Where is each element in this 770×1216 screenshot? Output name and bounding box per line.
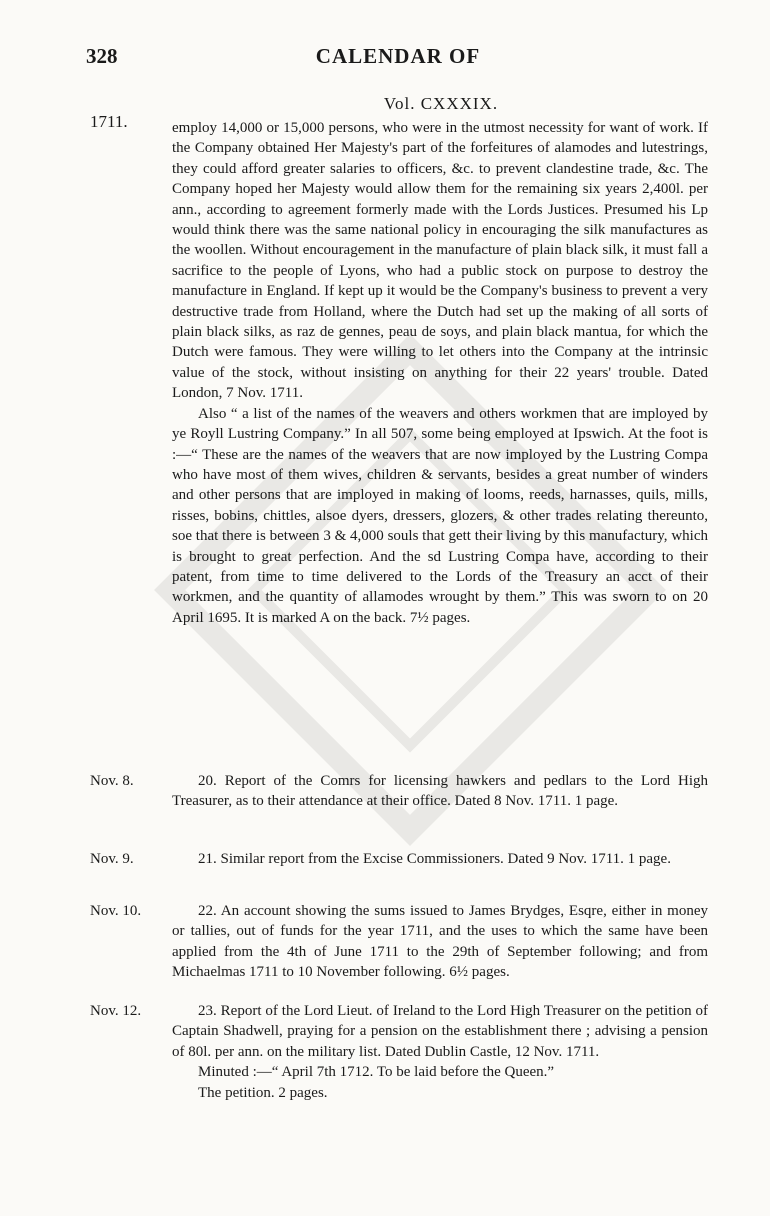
page-number: 328 — [86, 44, 118, 68]
petition-note: The petition. 2 pages. — [198, 1084, 328, 1101]
entry-text: 23. Report of the Lord Lieut. of Ireland to the Lord High Treasurer on the petition of Captain Shadwell, praying for a pension on the establishment there ; advising a pension of 80l. per ann. on the military list. Dated Dublin Castle, 12 Nov. 1711. — [172, 1003, 708, 1060]
entry-date: Nov. 9. — [90, 851, 134, 867]
running-title: CALENDAR OF — [315, 44, 481, 68]
continued-entry — [172, 118, 708, 628]
entry-date: Nov. 8. — [90, 773, 134, 789]
volume-label: Vol. CXXXIX. — [383, 94, 499, 113]
entry-date: Nov. 12. — [90, 1003, 142, 1019]
entry-text: 22. An account showing the sums issued to James Brydges, Esqre, either in money or tallies, out of funds for the year 1711, and the uses to which the same have been applied from the 4th of June 1711 to the 29th of September following; and from Michaelmas 1711 to 10 November following. 6½ pages. — [172, 903, 708, 981]
year-label: 1711. — [90, 112, 128, 131]
entry-date: Nov. 10. — [90, 903, 142, 919]
page-header — [86, 44, 710, 76]
entry-text: 21. Similar report from the Excise Commissioners. Dated 9 Nov. 1711. 1 page. — [198, 851, 671, 867]
paragraph-also: Also “ a list of the names of the weavers and others workmen that are imployed by ye Royll Lustring Company.” In all 507, some being employed at Ipswich. At the foot is :—“ These are the names of the weavers that are now imployed by the Lustring Compa who have most of them wives, children & servants, besides a great number of winders and other persons that are imployed in making of looms, reeds, harnasses, quils, mills, risses, bobins, chittles, alsoe dyers, dressers, glozers, & other trades relating thereunto, soe that there is between 3 & 4,000 souls that gett their living by this manufactury, which is brought to great perfection. And the sd Lustring Compa have, according to their patent, from time to time delivered to the Lords of the Treasury an acct of their workmen, and the quantity of allamodes wrought by them.” This was sworn to on 20 April 1695. It is marked A on the back. 7½ pages. — [172, 405, 708, 626]
minuted-note: Minuted :—“ April 7th 1712. To be laid before the Queen.” — [198, 1064, 555, 1081]
entry-body — [172, 1001, 708, 1103]
entry-text: 20. Report of the Comrs for licensing hawkers and pedlars to the Lord High Treasurer, as to their attendance at their office. Dated 8 Nov. 1711. 1 page. — [172, 773, 708, 810]
paragraph-continued: employ 14,000 or 15,000 persons, who were in the utmost necessity for want of work. If the Company obtained Her Majesty's part of the forfeitures of alamodes and lutestrings, they could afford greater salaries to officers, &c. to prevent clandestine trade, &c. The Company hoped her Majesty would allow them for the remaining six years 2,400l. per ann., according to agreement formerly made with the Lords Justices. Presumed his Lp would think there was the same national policy in encouraging the silk manufactures as the woollen. Without encouragement in the manufacture of plain black silk, it must fall a sacrifice to the people of Lyons, who had a public stock on purpose to destroy the manufacture in England. If kept up it would be the Company's business to prevent a very destructive trade from Holland, where the Dutch had set up the making of all sorts of plain black silks, as raz de gennes, peau de soys, and plain black mantua, for which the Dutch were famous. They were willing to let others into the Company at the intrinsic value of the stock, without insisting on anything for their 22 years' trouble. Dated London, 7 Nov. 1711. — [172, 120, 708, 402]
